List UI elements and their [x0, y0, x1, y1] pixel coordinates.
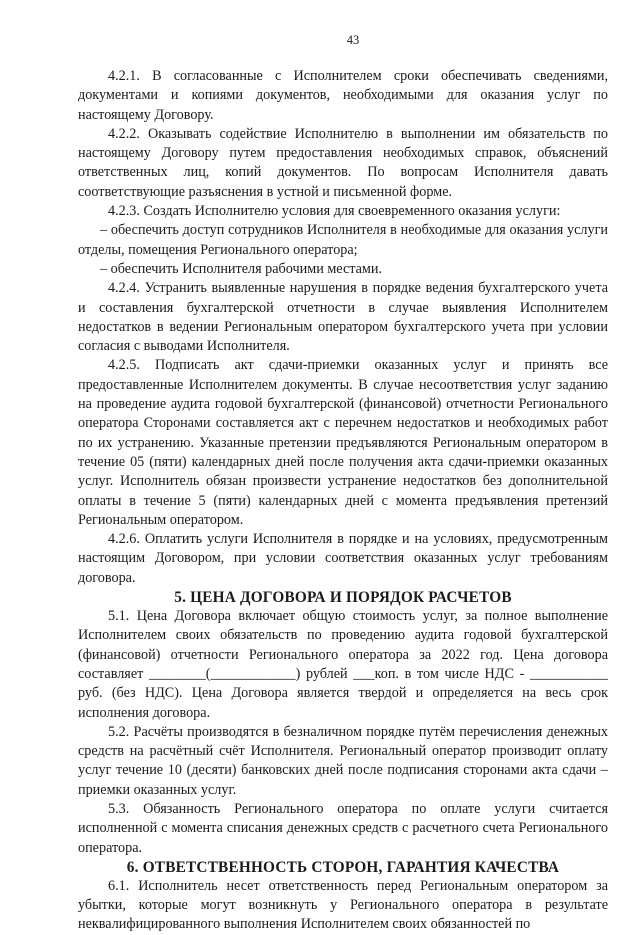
- clause-4-2-3-bullet-workplaces: – обеспечить Исполнителя рабочими местами.: [100, 260, 383, 277]
- clause-5-2: 5.2. Расчёты производятся в безналичном порядке путём перечисления денежных средств на расчётный счёт Исполнителя. Региональный оператор производит оплату услуг течение 10 (десяти) банковских дней после подписания сторонами акта сдачи – приемки оказанных услуг.: [78, 723, 608, 798]
- clause-4-2-4: 4.2.4. Устранить выявленные нарушения в порядке ведения бухгалтерского учета и составления бухгалтерской отчетности в случае выявления Исполнителем недостатков в ведении Региональным оператором бухгалтерского учета при условии согласия с выводами Исполнителя.: [78, 280, 608, 355]
- clause-5-1: 5.1. Цена Договора включает общую стоимость услуг, за полное выполнение Исполнителем своих обязательств по проведению аудита годовой бухгалтерской (финансовой) отчетности Регионального оператора за 2022 год. Цена договора составляет ________(____________) рублей ___коп. в том числе НДС - ___________ руб. (без НДС). Цена Договора является твердой и определяется на весь срок исполнения договора.: [78, 608, 608, 721]
- section-5-heading: 5. ЦЕНА ДОГОВОРА И ПОРЯДОК РАСЧЕТОВ: [174, 589, 512, 607]
- clause-4-2-3: 4.2.3. Создать Исполнителю условия для своевременного оказания услуги:: [108, 203, 561, 220]
- clause-4-2-3-bullet-access: – обеспечить доступ сотрудников Исполнителя в необходимые для оказания услуги отделы, помещения Регионального оператора;: [78, 222, 608, 258]
- clause-4-2-2: 4.2.2. Оказывать содействие Исполнителю в выполнении им обязательств по настоящему Договору путем предоставления необходимых справок, объяснений ответственных лиц, копий документов. По вопросам Исполнителя давать соответствующие разъяснения в устной и письменной форме.: [78, 125, 608, 200]
- page-number: 43: [346, 33, 360, 47]
- clause-4-2-1: 4.2.1. В согласованные с Исполнителем сроки обеспечивать сведениями, документами и копиями документов, необходимыми для оказания услуг по настоящему Договору.: [78, 68, 608, 123]
- clause-4-2-5: 4.2.5. Подписать акт сдачи-приемки оказанных услуг и принять все предоставленные Исполнителем документы. В случае несоответствия услуг заданию на проведение аудита годовой бухгалтерской (финансовой) отчетности Регионального оператора Сторонами составляется акт с перечнем недостатков и необходимых работ по их устранению. Указанные претензии предъявляются Региональным оператором в течение 05 (пяти) календарных дней после получения акта сдачи-приемки оказанных услуг. Исполнитель обязан произвести устранение недостатков без дополнительной оплаты в течение 5 (пяти) календарных дней с момента предъявления претензий Региональным оператором.: [78, 357, 608, 528]
- section-6-heading: 6. ОТВЕТСТВЕННОСТЬ СТОРОН, ГАРАНТИЯ КАЧЕСТВА: [126, 858, 560, 876]
- clause-6-1: 6.1. Исполнитель несет ответственность перед Региональным оператором за убытки, которые могут возникнуть у Регионального оператора в результате неквалифицированного выполнения Исполнителем своих обязанностей по: [78, 877, 608, 933]
- clause-5-3: 5.3. Обязанность Регионального оператора по оплате услуги считается исполненной с момента списания денежных средств с расчетного счета Регионального оператора.: [78, 800, 608, 856]
- clause-4-2-6: 4.2.6. Оплатить услуги Исполнителя в порядке и на условиях, предусмотренным настоящим Договором, при условии соответствия оказанных услуг требованиям договора.: [78, 531, 608, 586]
